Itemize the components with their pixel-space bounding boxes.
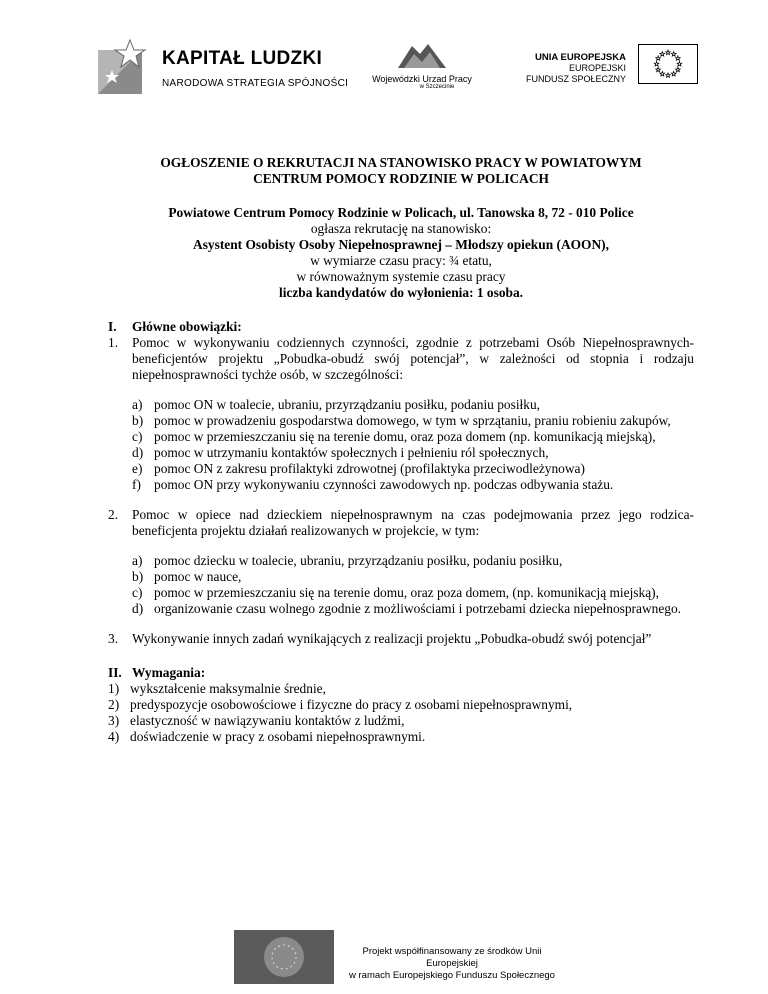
flag-star-icon <box>660 52 665 56</box>
sublist-item <box>132 445 694 461</box>
section-heading <box>108 319 694 335</box>
flag-star-icon <box>666 73 671 77</box>
ue-line2: EUROPEJSKI <box>568 63 626 73</box>
section-number: I. <box>108 319 117 334</box>
ue-line3: FUNDUSZ SPOŁECZNY <box>525 74 626 84</box>
intro-line: w równoważnym systemie czasu pracy <box>296 269 506 284</box>
eu-flag-icon <box>638 44 698 84</box>
footer-line: Projekt współfinansowany ze środków Unii Europejskiej <box>362 946 542 969</box>
flag-star-icon <box>671 71 676 75</box>
sublist-item <box>108 697 694 713</box>
item-number: 3. <box>108 631 119 646</box>
sublist-item <box>132 397 694 413</box>
title-line: CENTRUM POMOCY RODZINIE W POLICACH <box>253 171 549 186</box>
requirements-list <box>108 681 694 745</box>
duty-item <box>108 335 694 383</box>
flag-star-icon <box>660 71 665 75</box>
sublist-text: pomoc w utrzymaniu kontaktów społecznych i pełnieniu ról społecznych, <box>154 445 549 460</box>
sublist-item <box>108 713 694 729</box>
sublist-letter: a) <box>132 397 143 412</box>
sublist-text: doświadczenie w pracy z osobami niepełnosprawnymi. <box>130 729 426 744</box>
footer <box>234 930 574 984</box>
intro-block <box>108 205 694 301</box>
flag-star-icon <box>656 67 661 71</box>
sublist-item <box>132 429 694 445</box>
sublist-letter: e) <box>132 461 143 476</box>
sublist-text: wykształcenie maksymalnie średnie, <box>130 681 326 696</box>
sublist-item <box>132 569 694 585</box>
sublist-item <box>132 461 694 477</box>
sublist-letter: f) <box>132 477 141 492</box>
duty-item <box>108 507 694 539</box>
item-number: 2. <box>108 507 119 522</box>
sublist-item <box>132 585 694 601</box>
item-text: Pomoc w wykonywaniu codziennych czynności, zgodnie z potrzebami Osób Niepełnosprawnych-beneficjentów projektu „Pobudka-obudź swój potencjał”, w zależności od stopnia i rodzaju niepełnosprawności tychże osób, w szczególności: <box>132 335 694 382</box>
document-title <box>108 155 694 187</box>
sublist-text: pomoc w przemieszczaniu się na terenie domu, oraz poza domem, (np. komunikacją miejską), <box>154 585 659 600</box>
sublist-item <box>108 729 694 745</box>
sublist-text: pomoc w nauce, <box>154 569 242 584</box>
duty-sublist <box>132 397 694 493</box>
sublist-letter: c) <box>132 585 143 600</box>
announcement-document <box>108 145 694 745</box>
wup-logo-icon <box>394 40 450 72</box>
flag-star-icon <box>666 50 671 54</box>
sublist-letter: 3) <box>108 713 120 728</box>
kapital-ludzki-title: KAPITAŁ LUDZKI <box>162 48 323 69</box>
ue-efs-text <box>514 52 626 85</box>
sublist-text: predyspozycje osobowościowe i fizyczne do pracy z osobami niepełnosprawnymi, <box>130 697 573 712</box>
sublist-item <box>132 601 694 617</box>
intro-line: Powiatowe Centrum Pomocy Rodzinie w Policach, ul. Tanowska 8, 72 - 010 Police <box>168 205 634 220</box>
sublist-letter: a) <box>132 553 143 568</box>
duty-item <box>108 631 694 647</box>
footer-text <box>342 946 562 982</box>
efs-footer-logo-icon <box>234 930 334 984</box>
duty-sublist <box>132 553 694 617</box>
wup-city: w Szczecinie <box>419 84 455 90</box>
wup-name: Wojewódzki Urzad Pracy <box>372 74 472 84</box>
flag-star-icon <box>676 67 681 71</box>
flag-star-icon <box>654 62 659 66</box>
flag-star-icon <box>671 52 676 56</box>
kapital-ludzki-star-icon <box>92 36 154 98</box>
ue-line1: UNIA EUROPEJSKA <box>535 52 626 63</box>
intro-line: ogłasza rekrutację na stanowisko: <box>310 221 492 236</box>
sublist-letter: b) <box>132 413 144 428</box>
flag-star-icon <box>676 56 681 60</box>
sublist-text: pomoc ON z zakresu profilaktyki zdrowotnej (profilaktyka przeciwodleżynowa) <box>154 461 585 476</box>
section-number: II. <box>108 665 122 680</box>
sublist-text: organizowanie czasu wolnego zgodnie z możliwościami i potrzebami dziecka niepełnosprawnego. <box>154 601 682 616</box>
sublist-text: pomoc dziecku w toalecie, ubraniu, przyrządzaniu posiłku, podaniu posiłku, <box>154 553 563 568</box>
section-title: Wymagania: <box>132 665 206 680</box>
footer-line: w ramach Europejskiego Funduszu Społecznego <box>349 970 555 981</box>
header-logos <box>0 0 768 110</box>
title-line: OGŁOSZENIE O REKRUTACJI NA STANOWISKO PRACY W POWIATOWYM <box>160 155 642 170</box>
item-text: Pomoc w opiece nad dzieckiem niepełnosprawnym na czas podejmowania przez jego rodzica- beneficjenta projektu działań realizowanych w projekcie, w tym: <box>132 507 694 538</box>
wup-logo <box>372 40 472 102</box>
sublist-letter: 1) <box>108 681 120 696</box>
sublist-item <box>132 477 694 493</box>
intro-line: w wymiarze czasu pracy: ¾ etatu, <box>310 253 492 268</box>
sublist-letter: c) <box>132 429 143 444</box>
sublist-letter: 4) <box>108 729 120 744</box>
sublist-text: elastyczność w nawiązywaniu kontaktów z ludźmi, <box>130 713 405 728</box>
sublist-item <box>132 413 694 429</box>
item-number: 1. <box>108 335 119 350</box>
sublist-letter: d) <box>132 601 144 616</box>
sublist-letter: 2) <box>108 697 120 712</box>
sublist-item <box>132 553 694 569</box>
sublist-text: pomoc ON przy wykonywaniu czynności zawodowych np. podczas odbywania stażu. <box>154 477 614 492</box>
flag-star-icon <box>677 62 682 66</box>
kapital-ludzki-logo <box>92 36 349 100</box>
sublist-text: pomoc w przemieszczaniu się na terenie domu, oraz poza domem (np. komunikacją miejską), <box>154 429 656 444</box>
flag-star-icon <box>656 56 661 60</box>
intro-line: liczba kandydatów do wyłonienia: 1 osoba. <box>278 285 524 300</box>
sublist-letter: d) <box>132 445 144 460</box>
sublist-text: pomoc ON w toalecie, ubraniu, przyrządzaniu posiłku, podaniu posiłku, <box>154 397 541 412</box>
sublist-letter: b) <box>132 569 144 584</box>
section-title: Główne obowiązki: <box>132 319 242 334</box>
item-text: Wykonywanie innych zadań wynikających z realizacji projektu „Pobudka-obudź swój potencjał” <box>132 631 652 646</box>
sublist-item <box>108 681 694 697</box>
intro-line: Asystent Osobisty Osoby Niepełnosprawnej – Młodszy opiekun (AOON), <box>193 237 609 252</box>
kapital-ludzki-subtitle: NARODOWA STRATEGIA SPÓJNOŚCI <box>162 78 349 89</box>
section-heading <box>108 665 694 681</box>
sublist-text: pomoc w prowadzeniu gospodarstwa domowego, w tym w sprzątaniu, praniu robieniu zakupów, <box>154 413 671 428</box>
